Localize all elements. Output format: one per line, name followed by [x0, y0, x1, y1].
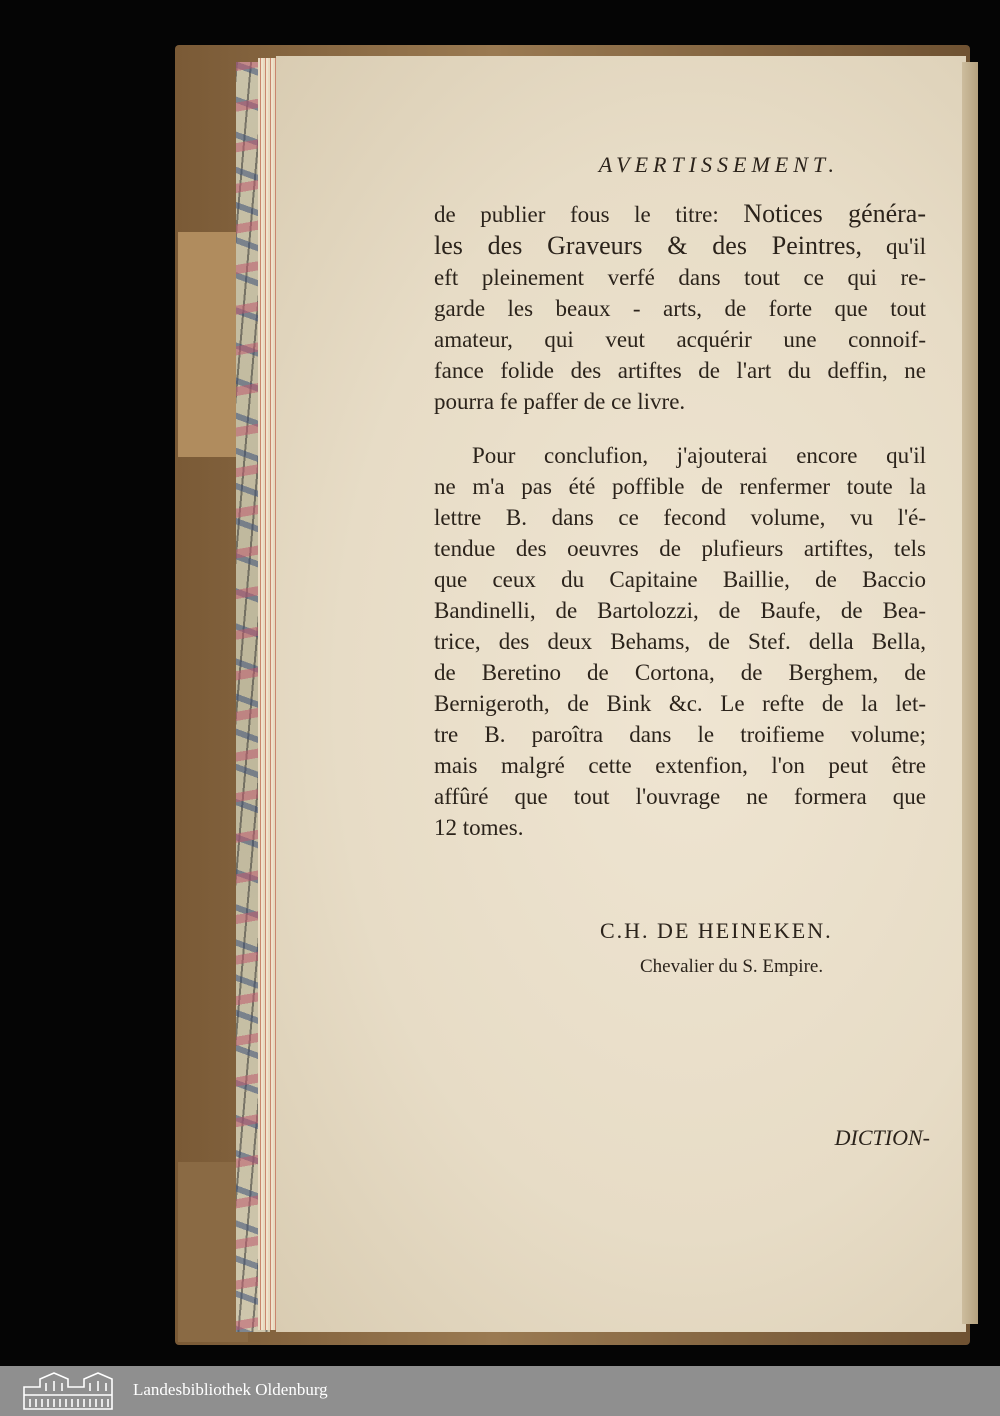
text-line: ne m'a pas été poffible de renfermer toute la: [434, 474, 926, 499]
paragraph-1: [434, 198, 926, 417]
library-name: Landesbibliothek Oldenburg: [133, 1380, 328, 1399]
text-line: de publier fous le titre: Notices généra-: [434, 199, 927, 228]
catchword: DICTION-: [834, 1125, 930, 1150]
running-header: AVERTISSEMENT.: [598, 152, 839, 177]
text-line: tre B. paroîtra dans le troifieme volume;: [434, 722, 926, 747]
text-line: tendue des oeuvres de plufieurs artiftes, tels: [434, 536, 926, 561]
paragraph-2: [434, 440, 926, 843]
text-line: fance folide des artiftes de l'art du deffin, ne: [434, 358, 926, 383]
text-line: garde les beaux - arts, de forte que tout: [434, 296, 926, 321]
text-line: pourra fe paffer de ce livre.: [434, 389, 686, 414]
facing-page-edge: [962, 62, 978, 1324]
text-line: trice, des deux Behams, de Stef. della Bella,: [434, 629, 926, 654]
author-signature: C.H. DE HEINEKEN.: [600, 918, 833, 943]
library-building-icon: [20, 1371, 120, 1411]
text-line: amateur, qui veut acquérir une connoif-: [434, 327, 926, 352]
text-line: lettre B. dans ce fecond volume, vu l'é-: [434, 505, 926, 530]
text-line: que ceux du Capitaine Baillie, de Baccio: [434, 567, 926, 592]
text-line: Bandinelli, de Bartolozzi, de Baufe, de Bea-: [434, 598, 926, 623]
text-line: de Beretino de Cortona, de Berghem, de: [434, 660, 926, 685]
text-line: Pour conclufion, j'ajouterai encore qu'il: [472, 443, 926, 468]
text-line: affûré que tout l'ouvrage ne formera que: [434, 784, 926, 809]
body-text: [434, 198, 926, 843]
page-edges: [258, 58, 278, 1330]
text-line: Bernigeroth, de Bink &c. Le refte de la let-: [434, 691, 926, 716]
text-line: 12 tomes.: [434, 815, 524, 840]
text-line: les des Graveurs & des Peintres, qu'il: [434, 231, 926, 260]
author-title: Chevalier du S. Empire.: [640, 956, 824, 977]
text-line: mais malgré cette extenfion, l'on peut être: [434, 753, 926, 778]
text-line: eft pleinement verfé dans tout ce qui re-: [434, 265, 926, 290]
